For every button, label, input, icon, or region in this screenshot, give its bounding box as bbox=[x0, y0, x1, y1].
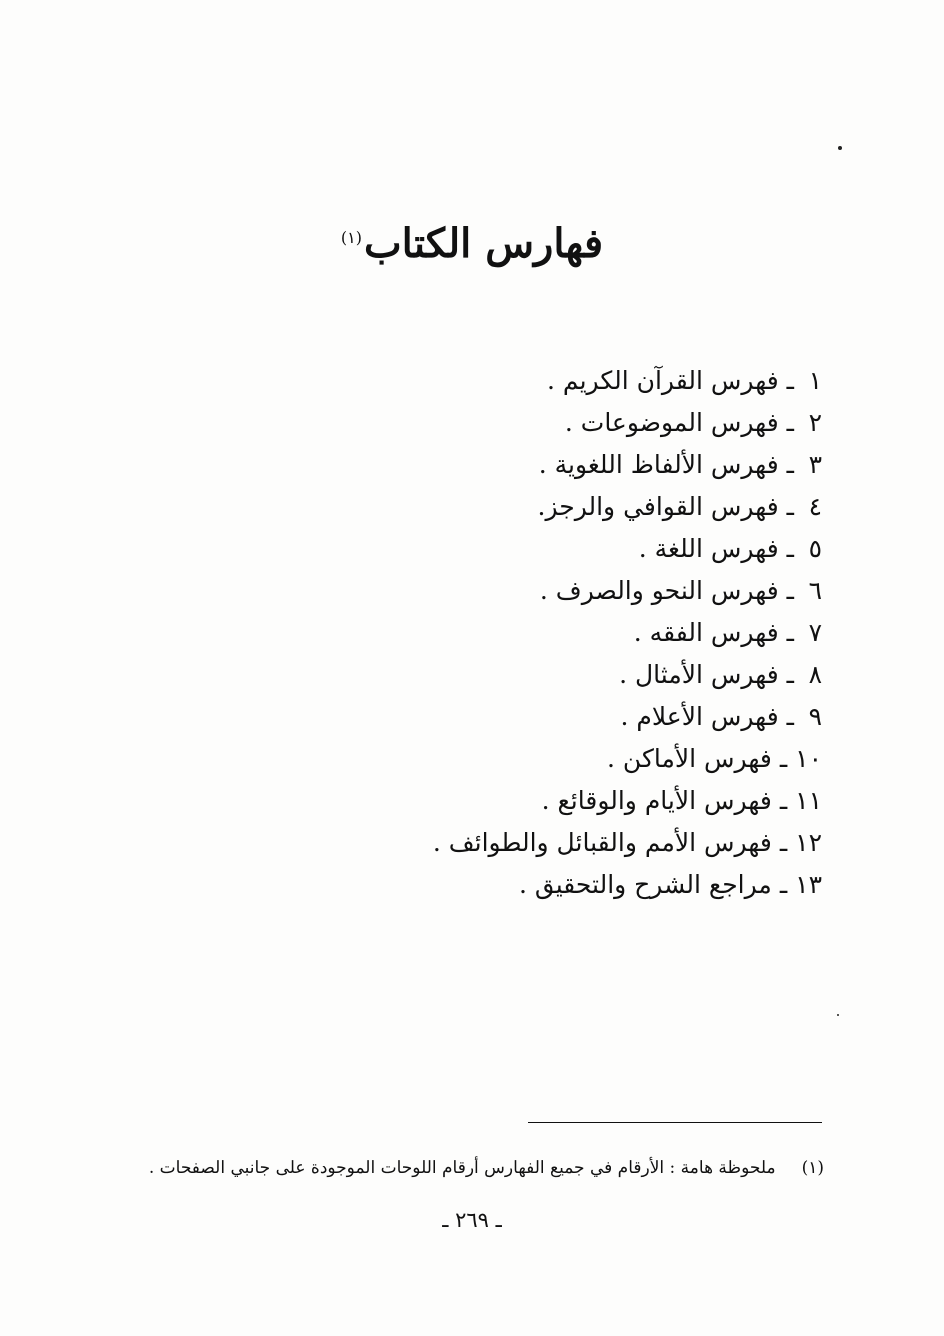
index-item-separator: ـ bbox=[786, 450, 794, 479]
index-list-item bbox=[302, 360, 822, 402]
footnote-text: ملحوظة هامة : الأرقام في جميع الفهارس أرقام اللوحات الموجودة على جانبي الصفحات . bbox=[148, 1158, 776, 1178]
index-item-number: ٥ bbox=[808, 534, 822, 563]
index-item-label: فهرس الأيام والوقائع . bbox=[541, 786, 772, 815]
index-list-item bbox=[302, 402, 822, 444]
index-item-label: فهرس الفقه . bbox=[633, 618, 779, 647]
index-item-number: ١ bbox=[808, 366, 822, 395]
index-item-label: فهرس الأعلام . bbox=[620, 702, 779, 731]
index-item-label: فهرس الأمم والقبائل والطوائف . bbox=[432, 828, 772, 857]
index-item-separator: ـ bbox=[786, 660, 794, 689]
index-list-item bbox=[302, 864, 822, 906]
index-item-separator: ـ bbox=[786, 366, 794, 395]
footnote-mark: (١) bbox=[801, 1158, 824, 1178]
scan-speck bbox=[838, 146, 842, 150]
index-list-item bbox=[302, 486, 822, 528]
index-item-number: ١٢ bbox=[795, 828, 822, 857]
index-item-number: ٤ bbox=[808, 492, 822, 521]
index-item-number: ٨ bbox=[808, 660, 822, 689]
scan-speck bbox=[837, 1014, 839, 1016]
index-item-separator: ـ bbox=[779, 828, 788, 857]
index-item-label: مراجع الشرح والتحقيق . bbox=[518, 870, 772, 899]
index-item-separator: ـ bbox=[779, 744, 788, 773]
index-item-number: ٢ bbox=[808, 408, 822, 437]
footnote bbox=[149, 1154, 824, 1182]
page-title-text: فهارس الكتاب bbox=[363, 220, 604, 268]
index-list-item bbox=[302, 696, 822, 738]
index-item-number: ٧ bbox=[808, 618, 822, 647]
index-item-separator: ـ bbox=[786, 492, 794, 521]
index-item-label: فهرس الأماكن . bbox=[607, 744, 772, 773]
index-item-label: فهرس الموضوعات . bbox=[564, 408, 779, 437]
index-item-separator: ـ bbox=[786, 618, 794, 647]
title-footnote-mark: (١) bbox=[340, 228, 362, 247]
index-list-item bbox=[302, 780, 822, 822]
index-item-number: ٣ bbox=[808, 450, 822, 479]
index-list-item bbox=[302, 654, 822, 696]
page-number: ـ ٢٦٩ ـ bbox=[442, 1208, 502, 1232]
index-item-separator: ـ bbox=[786, 702, 794, 731]
index-list-item bbox=[302, 444, 822, 486]
index-list-item bbox=[302, 822, 822, 864]
index-item-number: ١٠ bbox=[795, 744, 822, 773]
index-list-item bbox=[302, 570, 822, 612]
index-list bbox=[302, 360, 822, 906]
index-item-number: ٦ bbox=[808, 576, 822, 605]
index-item-label: فهرس الأمثال . bbox=[619, 660, 779, 689]
index-item-label: فهرس اللغة . bbox=[638, 534, 779, 563]
index-item-separator: ـ bbox=[786, 576, 794, 605]
index-item-separator: ـ bbox=[786, 534, 794, 563]
index-list-item bbox=[302, 528, 822, 570]
index-item-label: فهرس النحو والصرف . bbox=[539, 576, 779, 605]
index-item-separator: ـ bbox=[779, 870, 788, 899]
index-item-label: فهرس القرآن الكريم . bbox=[547, 366, 779, 395]
page-title bbox=[0, 208, 944, 274]
footnote-divider bbox=[528, 1122, 822, 1123]
index-item-separator: ـ bbox=[779, 786, 788, 815]
index-item-label: فهرس القوافي والرجز. bbox=[537, 492, 779, 521]
index-item-number: ١١ bbox=[795, 786, 822, 815]
index-item-separator: ـ bbox=[786, 408, 794, 437]
index-item-number: ١٣ bbox=[795, 870, 822, 899]
index-item-label: فهرس الألفاظ اللغوية . bbox=[538, 450, 779, 479]
index-list-item bbox=[302, 612, 822, 654]
index-list-item bbox=[302, 738, 822, 780]
index-item-number: ٩ bbox=[808, 702, 822, 731]
